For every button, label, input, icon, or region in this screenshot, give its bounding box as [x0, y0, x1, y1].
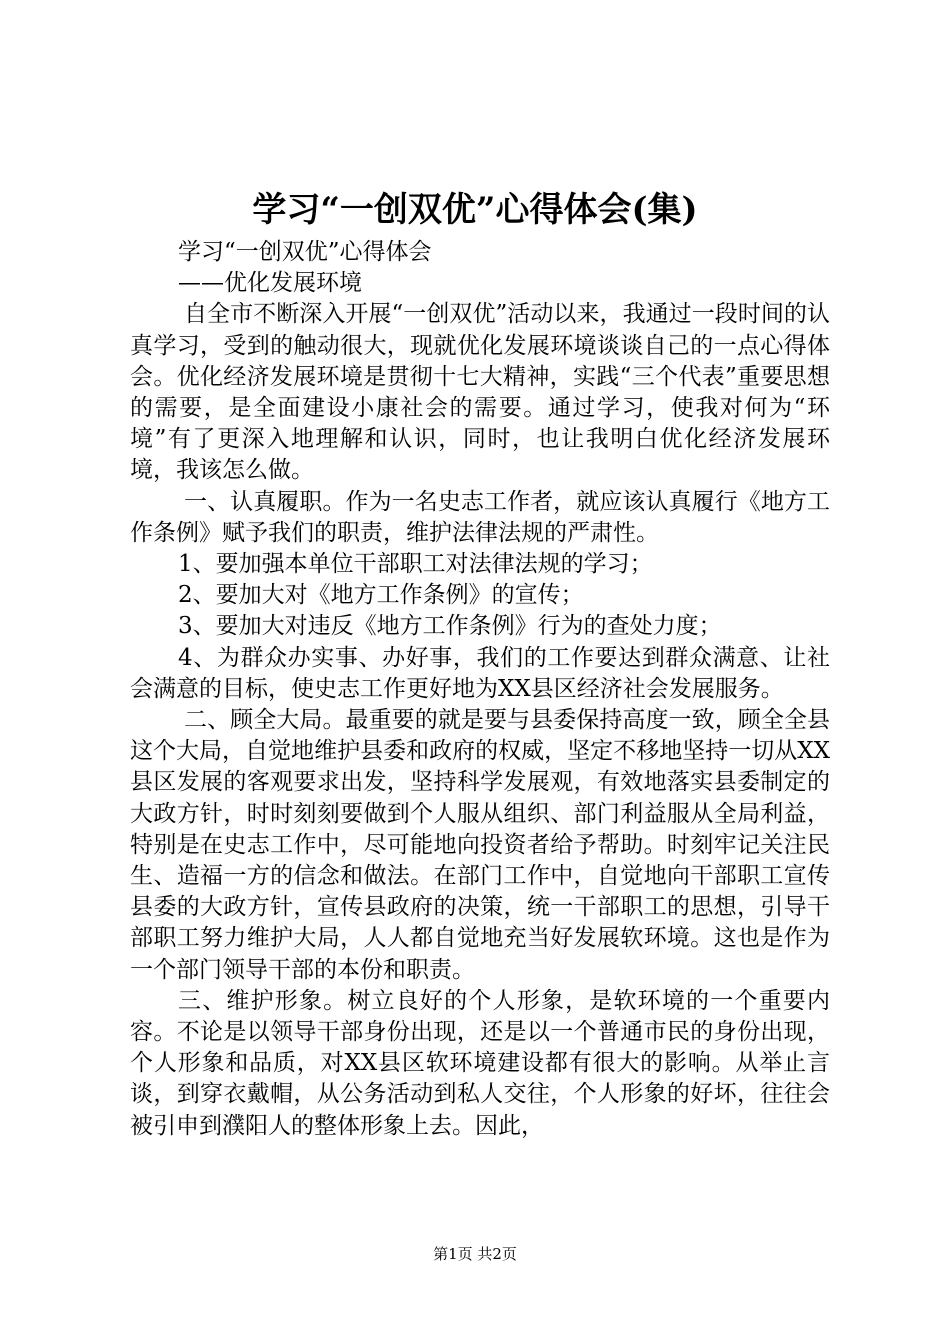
subtitle-line: 学习“一创双优”心得体会 [178, 239, 432, 265]
paragraph-item-3: 3、要加大对违反《地方工作条例》行为的查处力度； [178, 613, 722, 640]
paragraph-intro: 自全市不断深入开展“一创双优”活动以来，我通过一段时间的认真学习，受到的触动很大，现就优化发展环境谈谈自己的一点心得体会。优化经济发展环境是贯彻十七大精神，实践“三个代表”重要思想的需要，是全面建设小康社会的需要。通过学习，使我对何为“环境”有了更深入地理解和认识，同时，也让我明白优化经济发展环境，我该怎么做。 [130, 301, 830, 484]
paragraph-item-1: 1、要加强本单位干部职工对法律法规的学习； [178, 551, 653, 578]
paragraph-section-1: 一、认真履职。作为一名史志工作者，就应该认真履行《地方工作条例》赋予我们的职责，维护法律法规的严肃性。 [130, 488, 830, 546]
document-body [130, 237, 830, 1142]
paragraph-section-2: 二、顾全大局。最重要的就是要与县委保持高度一致，顾全全县这个大局，自觉地维护县委和政府的权威，坚定不移地坚持一切从XX县区发展的客观要求出发，坚持科学发展观，有效地落实县委制定的大政方针，时时刻刻要做到个人服从组织、部门利益服从全局利益，特别是在史志工作中，尽可能地向投资者给予帮助。时刻牢记关注民生、造福一方的信念和做法。在部门工作中，自觉地向干部职工宣传县委的大政方针，宣传县政府的决策，统一干部职工的思想，引导干部职工努力维护大局，人人都自觉地充当好发展软环境。这也是作为一个部门领导干部的本份和职责。 [130, 707, 830, 983]
subtitle-theme: ——优化发展环境 [178, 270, 362, 297]
document-title: 学习“一创双优”心得体会(集) [252, 190, 698, 230]
page-indicator: 第1页 共2页 [433, 1245, 517, 1263]
paragraph-item-4: 4、为群众办实事、办好事，我们的工作要达到群众满意、让社会满意的目标，使史志工作更好地为XX县区经济社会发展服务。 [130, 644, 830, 702]
paragraph-item-2: 2、要加大对《地方工作条例》的宣传； [178, 582, 584, 609]
paragraph-section-3: 三、维护形象。树立良好的个人形象，是软环境的一个重要内容。不论是以领导干部身份出现，还是以一个普通市民的身份出现，个人形象和品质，对XX县区软环境建设都有很大的影响。从举止言谈，到穿衣戴帽，从公务活动到私人交往，个人形象的好坏，往往会被引申到濮阳人的整体形象上去。因此， [130, 987, 830, 1139]
